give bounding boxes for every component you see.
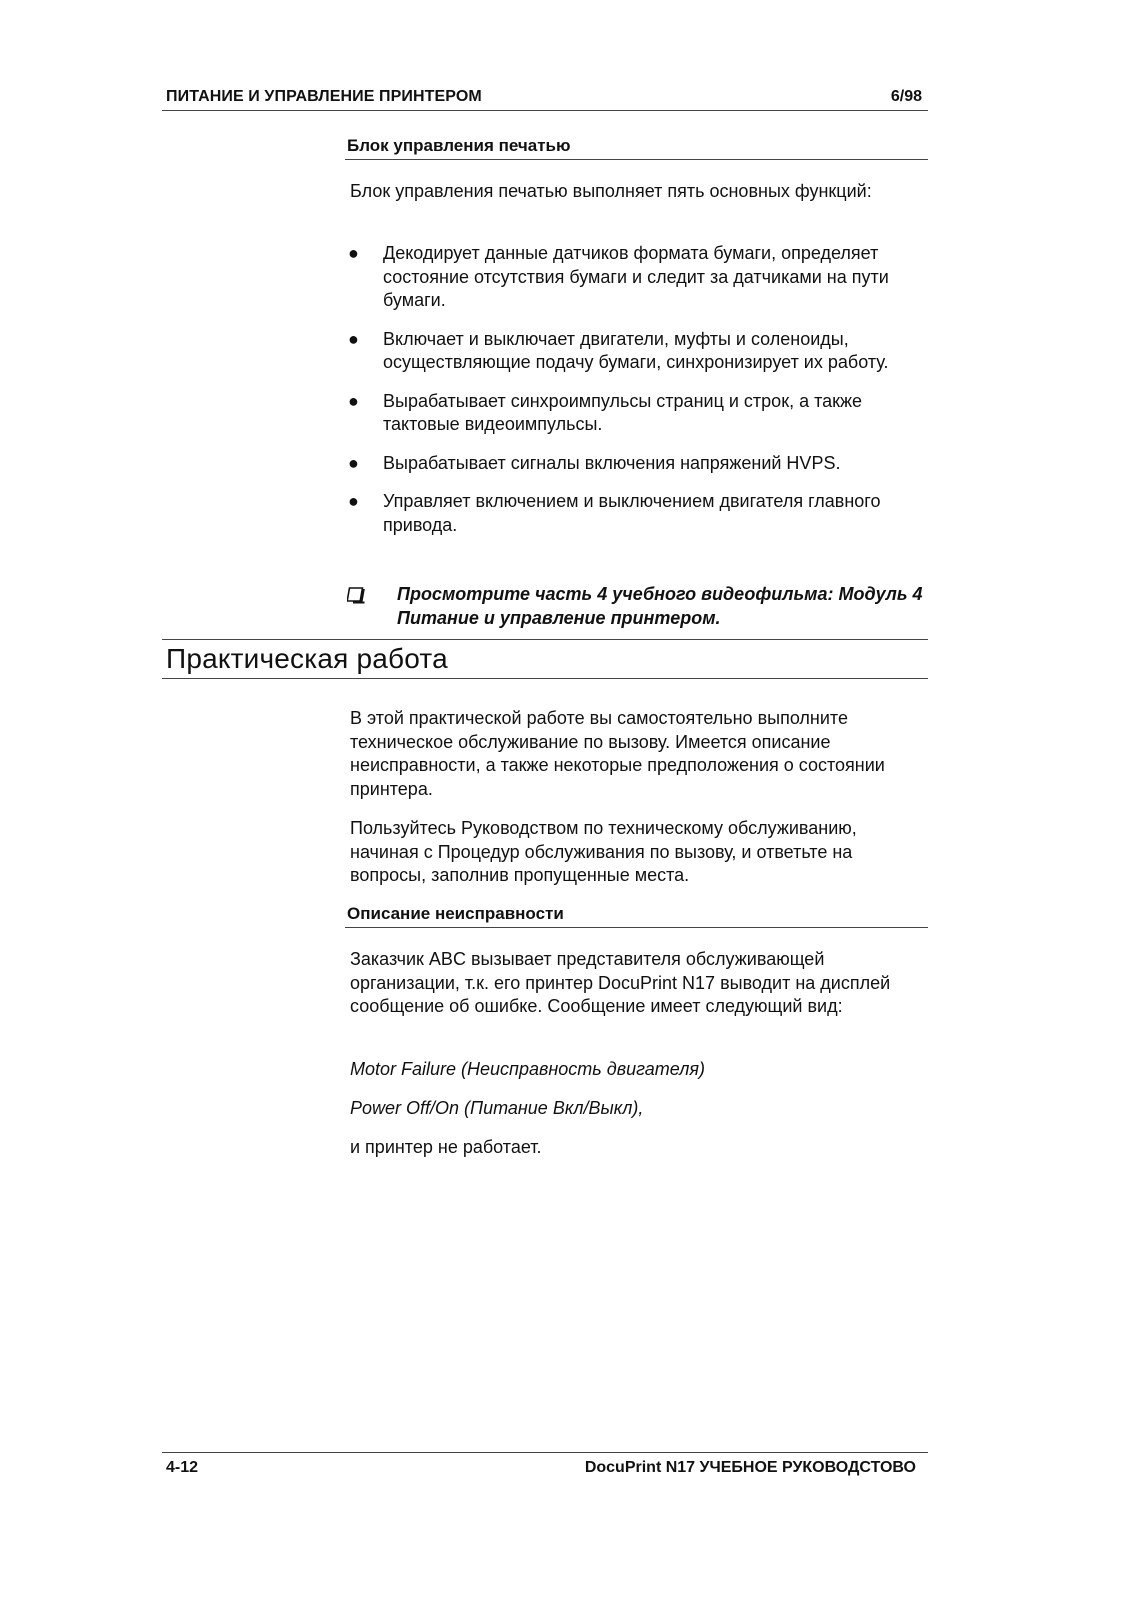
footer-page-number: 4-12 — [166, 1459, 199, 1476]
error-message-2: Power Off/On (Питание Вкл/Выкл), — [350, 1098, 644, 1118]
list-item — [345, 452, 930, 476]
page-footer — [162, 1452, 928, 1483]
bullet-dot-icon: ● — [348, 452, 359, 473]
note-text: Просмотрите часть 4 учебного видеофильма: Модуль 4 Питание и управление принтером. — [397, 584, 923, 628]
bullet-dot-icon: ● — [348, 491, 359, 511]
block-intro: Блок управления печатью выполняет пять основных функций: — [350, 181, 872, 201]
list-item-text: Вырабатывает сигналы включения напряжений HVPS. — [383, 452, 841, 473]
function-list — [345, 242, 930, 552]
error-message-1: Motor Failure (Неисправность двигателя) — [350, 1059, 705, 1079]
practice-para-2: Пользуйтесь Руководством по техническому обслуживанию, начиная с Процедур обслуживания по вызову, и ответьте на вопросы, заполнив пропущенные места. — [350, 818, 857, 885]
block-heading-text: Блок управления печатью — [347, 136, 571, 155]
list-item — [345, 328, 930, 375]
video-note — [345, 583, 930, 630]
list-item-text: Вырабатывает синхроимпульсы страниц и строк, а также тактовые видеоимпульсы. — [383, 390, 863, 434]
bullet-dot-icon: ● — [348, 328, 359, 349]
section-title — [162, 639, 928, 679]
list-item — [345, 490, 930, 537]
list-item-text: Включает и выключает двигатели, муфты и соленоиды, осуществляющие подачу бумаги, синхронизирует их работу. — [383, 328, 889, 372]
fault-description: Заказчик ABC вызывает представителя обслуживающей организации, т.к. его принтер DocuPrint N17 выводит на дисплей сообщение об ошибке. Сообщение имеет следующий вид: — [350, 949, 891, 1016]
section-title-text: Практическая работа — [166, 643, 448, 674]
fault-heading-text: Описание неисправности — [347, 904, 564, 923]
bullet-dot-icon: ● — [348, 390, 359, 411]
footer-document-title: DocuPrint N17 УЧЕБНОЕ РУКОВОДСТОВО — [584, 1459, 916, 1476]
list-item-text: Управляет включением и выключением двигателя главного привода. — [383, 491, 881, 535]
fault-heading — [345, 903, 928, 928]
list-item — [345, 242, 930, 313]
header-title: ПИТАНИЕ И УПРАВЛЕНИЕ ПРИНТЕРОМ — [166, 88, 482, 105]
block-heading — [345, 135, 928, 160]
list-item — [345, 390, 930, 437]
practice-para-1: В этой практической работе вы самостоятельно выполните техническое обслуживание по вызову. Имеется описание неисправности, а также некоторые предположения о состоянии принтера. — [350, 708, 885, 799]
bullet-dot-icon: ● — [348, 243, 359, 263]
header-page-ref: 6/98 — [890, 88, 922, 105]
note-box-icon — [347, 585, 367, 605]
list-item-text: Декодирует данные датчиков формата бумаги, определяет состояние отсутствия бумаги и следит за датчиками на пути бумаги. — [383, 243, 889, 310]
fault-closing: и принтер не работает. — [350, 1137, 542, 1157]
page-header — [162, 86, 928, 111]
